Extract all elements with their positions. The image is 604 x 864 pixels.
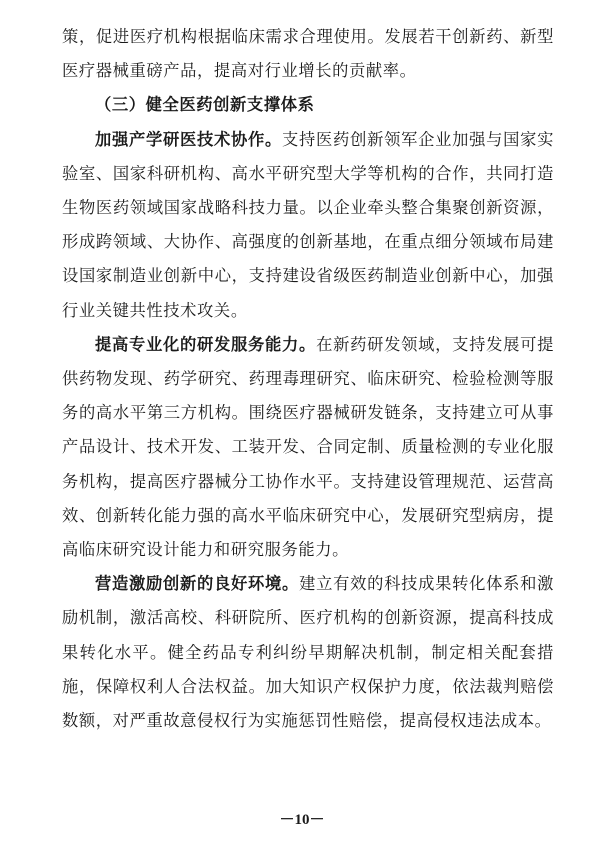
paragraph-body: 支持医药创新领军企业加强与国家实验室、国家科研机构、高水平研究型大学等机构的合作，共同打造生物医药领域国家战略科技力量。以企业牵头整合集聚创新资源，形成跨领域、大协作、高强度的创新基地，在重点细分领域布局建设国家制造业创新中心，支持建设省级医药制造业创新中心，加强行业关键共性技术攻关。 — [62, 129, 554, 320]
paragraph-lead: 提高专业化的研发服务能力。 — [95, 334, 317, 354]
paragraph-industry-research-collaboration — [62, 123, 554, 328]
paragraph-body: 在新药研发领域，支持发展可提供药物发现、药学研究、药理毒理研究、临床研究、检验检测等服务的高水平第三方机构。围绕医疗器械研发链条，支持建立可从事产品设计、技术开发、工装开发、合同定制、质量检测的专业化服务机构，提高医疗器械分工协作水平。支持建设管理规范、运营高效、创新转化能力强的高水平临床研究中心，发展研究型病房，提高临床研究设计能力和研究服务能力。 — [62, 334, 554, 560]
intro-continuation: 策，促进医疗机构根据临床需求合理使用。发展若干创新药、新型医疗器械重磅产品，提高对行业增长的贡献率。 — [62, 27, 554, 81]
paragraph-body: 建立有效的科技成果转化体系和激励机制，激活高校、科研院所、医疗机构的创新资源，提高科技成果转化水平。健全药品专利纠纷早期解决机制，制定相关配套措施，保障权利人合法权益。加大知识产权保护力度，依法裁判赔偿数额，对严重故意侵权行为实施惩罚性赔偿，提高侵权违法成本。 — [62, 574, 554, 731]
paragraph-lead: 营造激励创新的良好环境。 — [95, 574, 300, 594]
document-page — [62, 20, 554, 738]
section-heading: （三）健全医药创新支撑体系 — [95, 95, 315, 115]
page-number: －10－ — [279, 812, 325, 828]
paragraph-rd-service-capability — [62, 328, 554, 567]
paragraph-innovation-environment — [62, 567, 554, 738]
paragraph-lead: 加强产学研医技术协作。 — [95, 129, 283, 149]
